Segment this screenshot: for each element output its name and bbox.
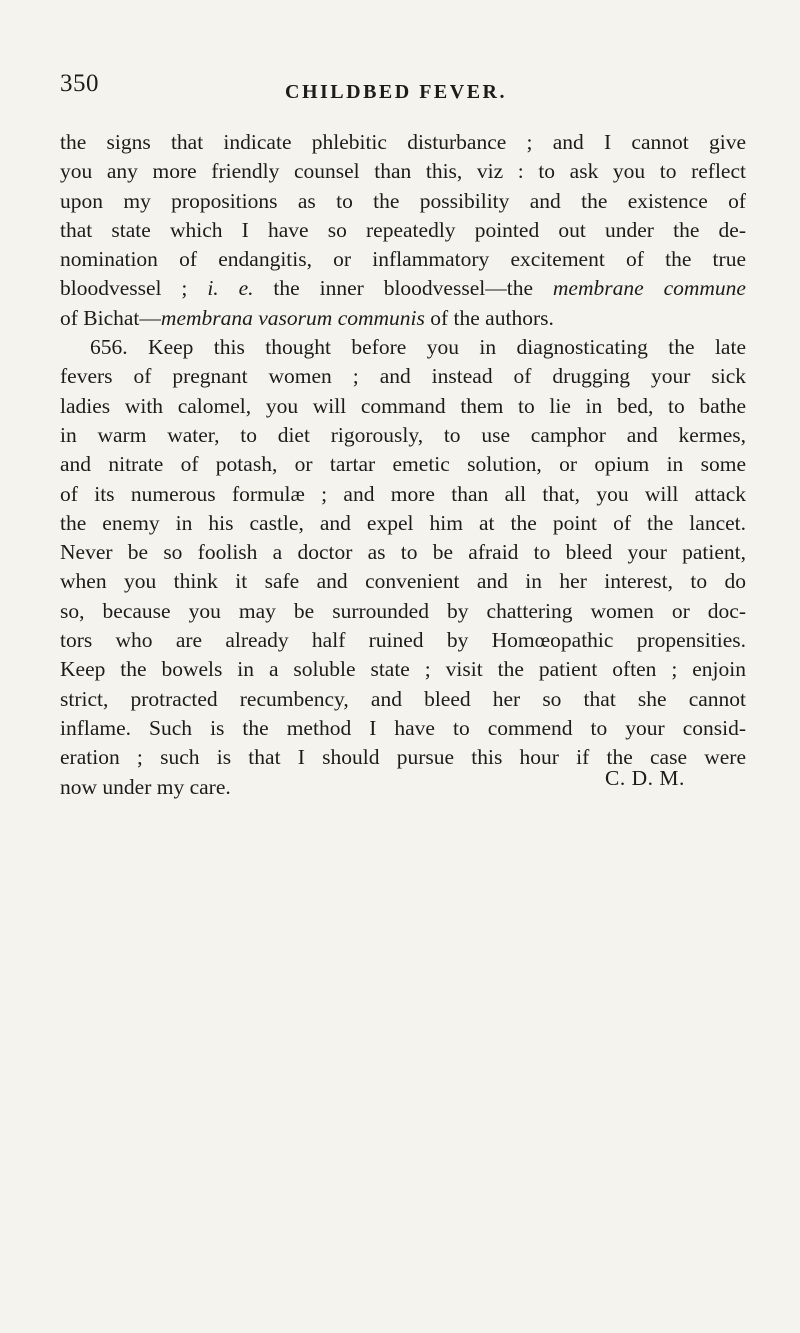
text-line: the signs that indicate phlebitic disturbance ; and I cannot give (60, 130, 746, 154)
text-line: so, because you may be surrounded by chattering women or doc- (60, 598, 746, 623)
text-line: nomination of endangitis, or inflammatory excitement of the true (60, 247, 746, 272)
text-fragment: of Bichat— (60, 305, 161, 330)
text-line: strict, protracted recumbency, and bleed her so that she cannot (60, 686, 746, 711)
text-line: upon my propositions as to the possibility and the existence of (60, 188, 746, 213)
text-line: and nitrate of potash, or tartar emetic solution, or opium in some (60, 452, 746, 477)
text-line: Keep the bowels in a soluble state ; visit the patient often ; enjoin (60, 657, 746, 682)
text-line: Never be so foolish a doctor as to be afraid to bleed your patient, (60, 540, 746, 565)
text-line: that state which I have so repeatedly pointed out under the de- (60, 217, 746, 242)
text-line: eration ; such is that I should pursue this hour if the case were (60, 745, 746, 770)
text-line (60, 304, 746, 333)
running-title: CHILDBED FEVER. (285, 81, 507, 103)
text-line: in warm water, to diet rigorously, to use camphor and kermes, (60, 422, 746, 447)
italic-term: membrana vasorum communis (160, 305, 425, 330)
text-line: when you think it safe and convenient and in her interest, to do (60, 569, 746, 594)
page-number: 350 (60, 70, 99, 97)
text-line: inflame. Such is the method I have to commend to your consid- (60, 715, 746, 740)
text-line: tors who are already half ruined by Homœopathic propensities. (60, 628, 746, 653)
text-line (60, 333, 746, 362)
text-line: fevers of pregnant women ; and instead of drugging your sick (60, 364, 746, 389)
body-text (60, 128, 746, 802)
text-line: you any more friendly counsel than this, viz : to ask you to reflect (60, 159, 746, 184)
author-initials: C. D. M. (605, 766, 685, 790)
text-fragment: of the authors. (424, 305, 554, 330)
text-line (60, 274, 746, 303)
text-fragment: the inner bloodvessel—the (253, 276, 553, 301)
text-line: ladies with calomel, you will command them to lie in bed, to bathe (60, 393, 746, 418)
text-line: the enemy in his castle, and expel him at the point of the lancet. (60, 510, 746, 535)
italic-term: membrane commune (552, 276, 746, 301)
text-line: of its numerous formulæ ; and more than all that, you will attack (60, 481, 746, 506)
text-fragment: bloodvessel ; (60, 276, 208, 301)
italic-abbreviation: i. e. (207, 276, 254, 301)
text-fragment: Keep this thought before you in diagnosticating the late (127, 335, 746, 360)
paragraph-number: 656. (90, 335, 128, 360)
text-line: now under my care. (60, 774, 231, 799)
